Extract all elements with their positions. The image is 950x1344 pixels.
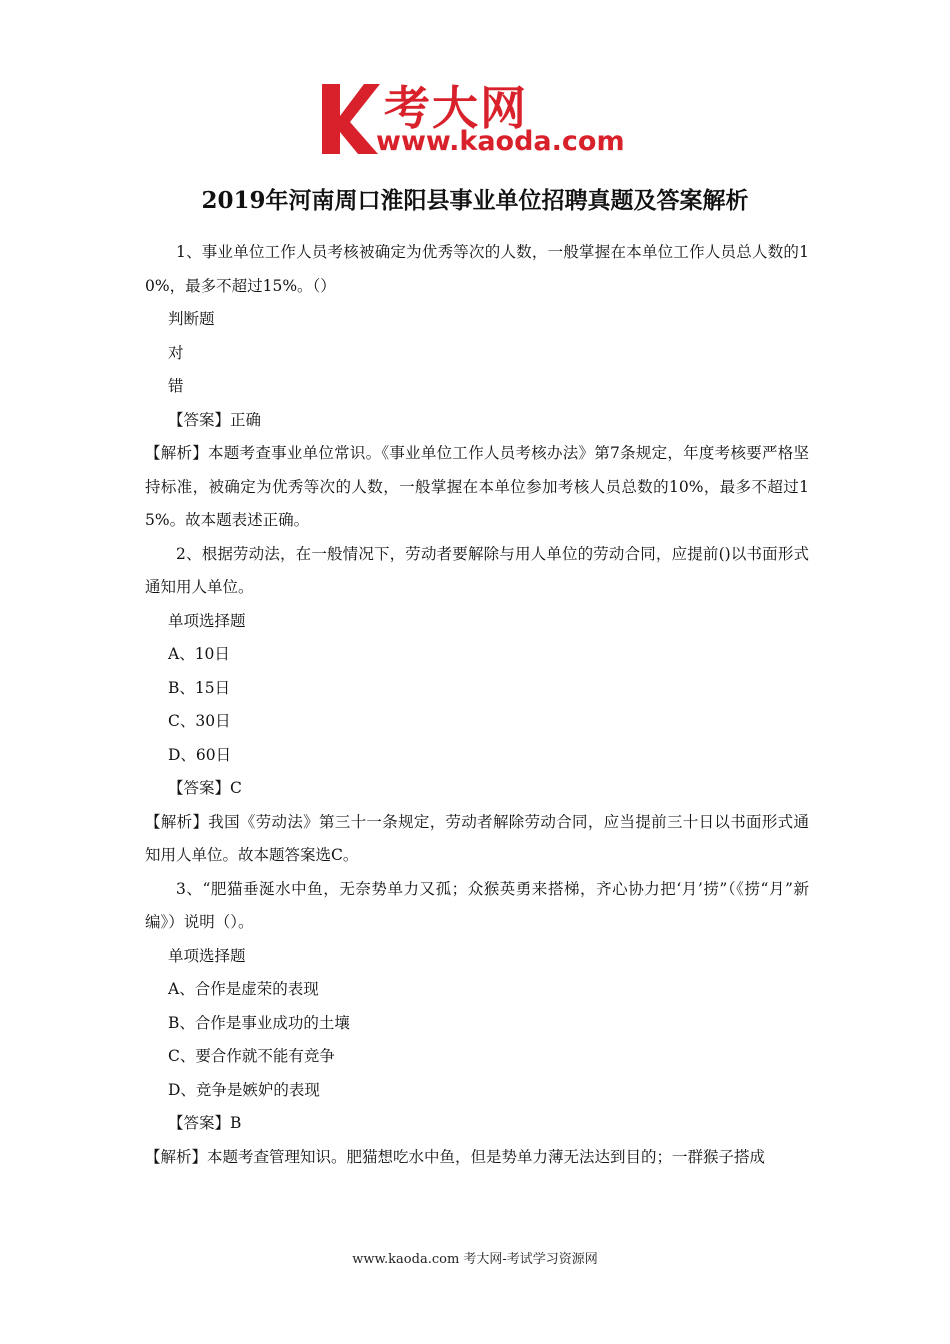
logo-k-icon: [318, 82, 382, 156]
document-body: [145, 236, 809, 1174]
kaoda-logo: [318, 78, 638, 160]
question-2-option: D、60日: [168, 745, 232, 764]
question-3-option: A、合作是虚荣的表现: [168, 980, 319, 998]
logo-cn-text: 考大网: [384, 81, 528, 135]
question-1-analysis: 【解析】本题考查事业单位常识。《事业单位工作人员考核办法》第7条规定，年度考核要严格坚持标准，被确定为优秀等次的人数，一般掌握在本单位参加考核人员总数的10%，最多不超过15%。故本题表述正确。: [145, 444, 809, 529]
question-2-analysis: 【解析】我国《劳动法》第三十一条规定，劳动者解除劳动合同，应当提前三十日以书面形式通知用人单位。故本题答案选C。: [145, 812, 809, 864]
question-3-answer: 【答案】B: [168, 1114, 242, 1132]
question-2-option: C、30日: [168, 712, 231, 730]
question-2-answer: 【答案】C: [168, 779, 242, 797]
page-footer: www.kaoda.com 考大网-考试学习资源网: [352, 1252, 598, 1267]
question-3-analysis: 【解析】本题考查管理知识。肥猫想吃水中鱼，但是势单力薄无法达到目的；一群猴子搭成: [145, 1147, 766, 1166]
page-title: 2019年河南周口淮阳县事业单位招聘真题及答案解析: [201, 187, 749, 214]
question-2-option: A、10日: [168, 645, 230, 663]
question-2-stem: 2、根据劳动法，在一般情况下，劳动者要解除与用人单位的劳动合同，应提前()以书面形式通知用人单位。: [145, 544, 809, 596]
question-2-option: B、15日: [168, 678, 231, 697]
question-1-option: 错: [168, 377, 184, 395]
question-3-option: B、合作是事业成功的土壤: [168, 1013, 350, 1032]
logo-url-text: www.kaoda.com: [376, 126, 625, 157]
question-1-answer: 【答案】正确: [168, 410, 262, 429]
question-3-stem: 3、“肥猫垂涎水中鱼，无奈势单力又孤；众猴英勇来搭梯，齐心协力把‘月’捞”（《捞“月”新编》）说明（）。: [145, 879, 809, 931]
question-2-type: 单项选择题: [168, 611, 246, 630]
question-1-stem: 1、事业单位工作人员考核被确定为优秀等次的人数，一般掌握在本单位工作人员总人数的10%，最多不超过15%。（）: [145, 243, 809, 295]
question-3-option: C、要合作就不能有竞争: [168, 1047, 335, 1065]
question-3-option: D、竞争是嫉妒的表现: [168, 1080, 320, 1099]
question-3-type: 单项选择题: [168, 946, 246, 965]
question-1-option: 对: [168, 343, 184, 362]
question-1-type: 判断题: [168, 310, 215, 328]
